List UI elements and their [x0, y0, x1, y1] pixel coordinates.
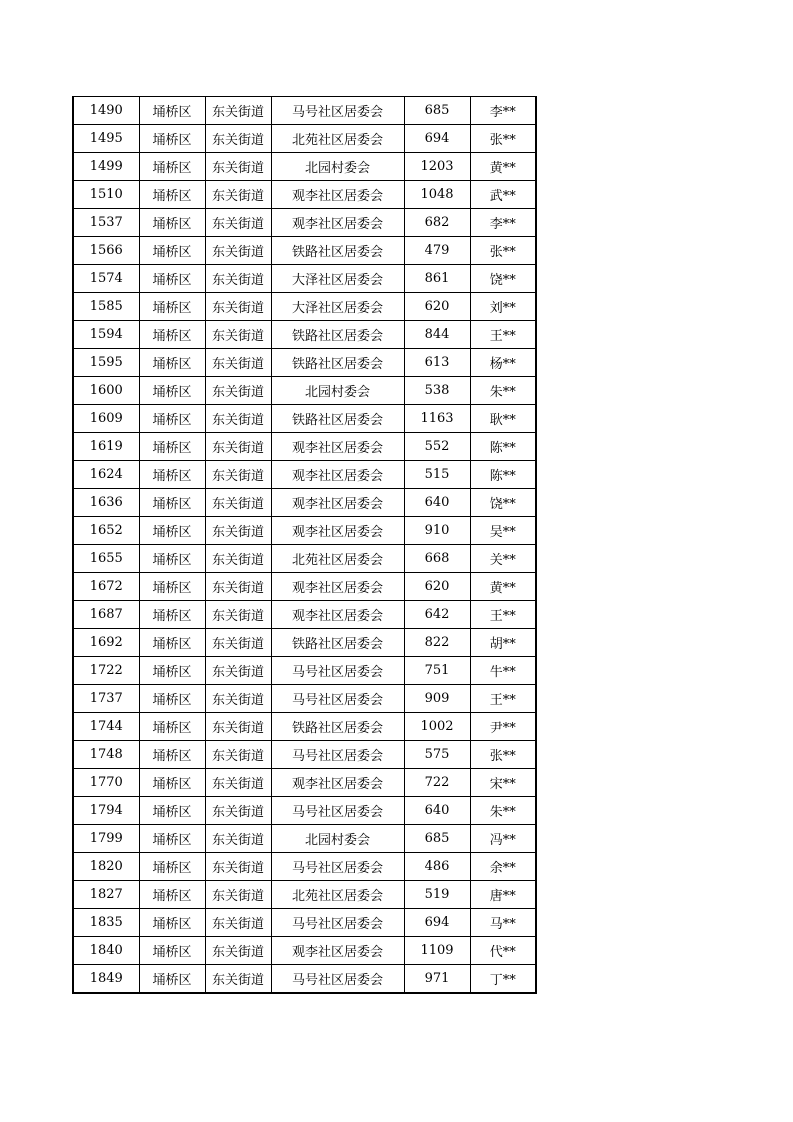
amount-cell: 685 [404, 97, 470, 125]
amount-cell: 538 [404, 377, 470, 405]
name-cell: 耿** [470, 405, 536, 433]
community-cell: 马号社区居委会 [271, 965, 404, 994]
community-cell: 铁路社区居委会 [271, 405, 404, 433]
street-cell: 东关街道 [205, 293, 271, 321]
district-cell: 埇桥区 [139, 377, 205, 405]
community-cell: 观李社区居委会 [271, 601, 404, 629]
community-cell: 马号社区居委会 [271, 657, 404, 685]
street-cell: 东关街道 [205, 937, 271, 965]
amount-cell: 909 [404, 685, 470, 713]
amount-cell: 751 [404, 657, 470, 685]
name-cell: 饶** [470, 265, 536, 293]
id-cell: 1835 [73, 909, 139, 937]
id-cell: 1692 [73, 629, 139, 657]
street-cell: 东关街道 [205, 321, 271, 349]
district-cell: 埇桥区 [139, 937, 205, 965]
table-row [73, 405, 536, 433]
table-row [73, 433, 536, 461]
id-cell: 1840 [73, 937, 139, 965]
table-row [73, 321, 536, 349]
table-row [73, 489, 536, 517]
id-cell: 1490 [73, 97, 139, 125]
id-cell: 1849 [73, 965, 139, 994]
street-cell: 东关街道 [205, 377, 271, 405]
amount-cell: 722 [404, 769, 470, 797]
district-cell: 埇桥区 [139, 237, 205, 265]
table-row [73, 825, 536, 853]
id-cell: 1574 [73, 265, 139, 293]
district-cell: 埇桥区 [139, 153, 205, 181]
district-cell: 埇桥区 [139, 685, 205, 713]
district-cell: 埇桥区 [139, 545, 205, 573]
street-cell: 东关街道 [205, 685, 271, 713]
table-row [73, 97, 536, 125]
district-cell: 埇桥区 [139, 965, 205, 994]
name-cell: 余** [470, 853, 536, 881]
community-cell: 大泽社区居委会 [271, 293, 404, 321]
id-cell: 1510 [73, 181, 139, 209]
amount-cell: 519 [404, 881, 470, 909]
table-row [73, 237, 536, 265]
table-row [73, 153, 536, 181]
district-cell: 埇桥区 [139, 573, 205, 601]
community-cell: 马号社区居委会 [271, 909, 404, 937]
street-cell: 东关街道 [205, 601, 271, 629]
district-cell: 埇桥区 [139, 881, 205, 909]
amount-cell: 1163 [404, 405, 470, 433]
name-cell: 张** [470, 125, 536, 153]
amount-cell: 620 [404, 573, 470, 601]
name-cell: 代** [470, 937, 536, 965]
id-cell: 1748 [73, 741, 139, 769]
id-cell: 1600 [73, 377, 139, 405]
street-cell: 东关街道 [205, 237, 271, 265]
table-row [73, 937, 536, 965]
community-cell: 观李社区居委会 [271, 769, 404, 797]
amount-cell: 1048 [404, 181, 470, 209]
community-cell: 马号社区居委会 [271, 853, 404, 881]
id-cell: 1624 [73, 461, 139, 489]
street-cell: 东关街道 [205, 769, 271, 797]
id-cell: 1655 [73, 545, 139, 573]
district-cell: 埇桥区 [139, 349, 205, 377]
amount-cell: 642 [404, 601, 470, 629]
district-cell: 埇桥区 [139, 517, 205, 545]
table-row [73, 853, 536, 881]
table-row [73, 657, 536, 685]
name-cell: 宋** [470, 769, 536, 797]
table-row [73, 517, 536, 545]
amount-cell: 640 [404, 489, 470, 517]
community-cell: 马号社区居委会 [271, 97, 404, 125]
name-cell: 尹** [470, 713, 536, 741]
roster-table [72, 96, 537, 994]
name-cell: 牛** [470, 657, 536, 685]
district-cell: 埇桥区 [139, 741, 205, 769]
name-cell: 陈** [470, 433, 536, 461]
district-cell: 埇桥区 [139, 433, 205, 461]
district-cell: 埇桥区 [139, 853, 205, 881]
id-cell: 1499 [73, 153, 139, 181]
district-cell: 埇桥区 [139, 209, 205, 237]
id-cell: 1820 [73, 853, 139, 881]
street-cell: 东关街道 [205, 881, 271, 909]
district-cell: 埇桥区 [139, 769, 205, 797]
name-cell: 黄** [470, 573, 536, 601]
street-cell: 东关街道 [205, 209, 271, 237]
id-cell: 1636 [73, 489, 139, 517]
street-cell: 东关街道 [205, 657, 271, 685]
id-cell: 1737 [73, 685, 139, 713]
street-cell: 东关街道 [205, 461, 271, 489]
amount-cell: 620 [404, 293, 470, 321]
community-cell: 北苑社区居委会 [271, 545, 404, 573]
district-cell: 埇桥区 [139, 293, 205, 321]
amount-cell: 552 [404, 433, 470, 461]
community-cell: 观李社区居委会 [271, 433, 404, 461]
community-cell: 铁路社区居委会 [271, 629, 404, 657]
district-cell: 埇桥区 [139, 461, 205, 489]
name-cell: 王** [470, 601, 536, 629]
community-cell: 铁路社区居委会 [271, 349, 404, 377]
id-cell: 1595 [73, 349, 139, 377]
amount-cell: 1203 [404, 153, 470, 181]
name-cell: 张** [470, 237, 536, 265]
street-cell: 东关街道 [205, 433, 271, 461]
name-cell: 李** [470, 209, 536, 237]
community-cell: 北园村委会 [271, 153, 404, 181]
name-cell: 王** [470, 685, 536, 713]
table-row [73, 881, 536, 909]
street-cell: 东关街道 [205, 517, 271, 545]
street-cell: 东关街道 [205, 545, 271, 573]
community-cell: 观李社区居委会 [271, 489, 404, 517]
street-cell: 东关街道 [205, 97, 271, 125]
id-cell: 1799 [73, 825, 139, 853]
id-cell: 1770 [73, 769, 139, 797]
community-cell: 马号社区居委会 [271, 685, 404, 713]
id-cell: 1537 [73, 209, 139, 237]
district-cell: 埇桥区 [139, 629, 205, 657]
amount-cell: 1109 [404, 937, 470, 965]
name-cell: 杨** [470, 349, 536, 377]
name-cell: 丁** [470, 965, 536, 994]
community-cell: 大泽社区居委会 [271, 265, 404, 293]
street-cell: 东关街道 [205, 405, 271, 433]
street-cell: 东关街道 [205, 965, 271, 994]
district-cell: 埇桥区 [139, 97, 205, 125]
community-cell: 铁路社区居委会 [271, 321, 404, 349]
community-cell: 观李社区居委会 [271, 937, 404, 965]
street-cell: 东关街道 [205, 349, 271, 377]
table-row [73, 769, 536, 797]
table-row [73, 181, 536, 209]
amount-cell: 1002 [404, 713, 470, 741]
roster-table-body [73, 97, 536, 994]
table-row [73, 909, 536, 937]
table-row [73, 741, 536, 769]
community-cell: 铁路社区居委会 [271, 237, 404, 265]
district-cell: 埇桥区 [139, 909, 205, 937]
amount-cell: 971 [404, 965, 470, 994]
community-cell: 观李社区居委会 [271, 181, 404, 209]
district-cell: 埇桥区 [139, 657, 205, 685]
community-cell: 马号社区居委会 [271, 797, 404, 825]
name-cell: 陈** [470, 461, 536, 489]
amount-cell: 910 [404, 517, 470, 545]
district-cell: 埇桥区 [139, 713, 205, 741]
district-cell: 埇桥区 [139, 265, 205, 293]
id-cell: 1619 [73, 433, 139, 461]
name-cell: 唐** [470, 881, 536, 909]
amount-cell: 486 [404, 853, 470, 881]
id-cell: 1722 [73, 657, 139, 685]
street-cell: 东关街道 [205, 153, 271, 181]
street-cell: 东关街道 [205, 125, 271, 153]
name-cell: 胡** [470, 629, 536, 657]
district-cell: 埇桥区 [139, 321, 205, 349]
amount-cell: 668 [404, 545, 470, 573]
id-cell: 1794 [73, 797, 139, 825]
id-cell: 1495 [73, 125, 139, 153]
street-cell: 东关街道 [205, 909, 271, 937]
amount-cell: 822 [404, 629, 470, 657]
street-cell: 东关街道 [205, 825, 271, 853]
table-row [73, 713, 536, 741]
table-row [73, 293, 536, 321]
table-row [73, 265, 536, 293]
name-cell: 刘** [470, 293, 536, 321]
street-cell: 东关街道 [205, 741, 271, 769]
amount-cell: 685 [404, 825, 470, 853]
community-cell: 北苑社区居委会 [271, 881, 404, 909]
district-cell: 埇桥区 [139, 601, 205, 629]
id-cell: 1652 [73, 517, 139, 545]
id-cell: 1609 [73, 405, 139, 433]
table-row [73, 125, 536, 153]
amount-cell: 515 [404, 461, 470, 489]
community-cell: 观李社区居委会 [271, 461, 404, 489]
name-cell: 马** [470, 909, 536, 937]
name-cell: 冯** [470, 825, 536, 853]
community-cell: 马号社区居委会 [271, 741, 404, 769]
id-cell: 1594 [73, 321, 139, 349]
id-cell: 1672 [73, 573, 139, 601]
table-row [73, 965, 536, 994]
amount-cell: 479 [404, 237, 470, 265]
street-cell: 东关街道 [205, 797, 271, 825]
name-cell: 饶** [470, 489, 536, 517]
name-cell: 张** [470, 741, 536, 769]
table-row [73, 209, 536, 237]
amount-cell: 640 [404, 797, 470, 825]
district-cell: 埇桥区 [139, 125, 205, 153]
district-cell: 埇桥区 [139, 825, 205, 853]
amount-cell: 844 [404, 321, 470, 349]
amount-cell: 682 [404, 209, 470, 237]
community-cell: 观李社区居委会 [271, 517, 404, 545]
amount-cell: 575 [404, 741, 470, 769]
id-cell: 1687 [73, 601, 139, 629]
name-cell: 武** [470, 181, 536, 209]
name-cell: 黄** [470, 153, 536, 181]
id-cell: 1566 [73, 237, 139, 265]
amount-cell: 694 [404, 909, 470, 937]
table-row [73, 573, 536, 601]
community-cell: 铁路社区居委会 [271, 713, 404, 741]
name-cell: 朱** [470, 377, 536, 405]
id-cell: 1585 [73, 293, 139, 321]
table-row [73, 797, 536, 825]
district-cell: 埇桥区 [139, 181, 205, 209]
street-cell: 东关街道 [205, 181, 271, 209]
name-cell: 吴** [470, 517, 536, 545]
street-cell: 东关街道 [205, 265, 271, 293]
street-cell: 东关街道 [205, 573, 271, 601]
table-row [73, 601, 536, 629]
street-cell: 东关街道 [205, 489, 271, 517]
street-cell: 东关街道 [205, 629, 271, 657]
name-cell: 关** [470, 545, 536, 573]
table-row [73, 685, 536, 713]
community-cell: 观李社区居委会 [271, 573, 404, 601]
name-cell: 朱** [470, 797, 536, 825]
table-row [73, 461, 536, 489]
community-cell: 北园村委会 [271, 825, 404, 853]
district-cell: 埇桥区 [139, 797, 205, 825]
amount-cell: 613 [404, 349, 470, 377]
name-cell: 李** [470, 97, 536, 125]
amount-cell: 861 [404, 265, 470, 293]
table-row [73, 349, 536, 377]
table-row [73, 545, 536, 573]
community-cell: 观李社区居委会 [271, 209, 404, 237]
community-cell: 北苑社区居委会 [271, 125, 404, 153]
table-row [73, 629, 536, 657]
table-row [73, 377, 536, 405]
name-cell: 王** [470, 321, 536, 349]
street-cell: 东关街道 [205, 713, 271, 741]
id-cell: 1744 [73, 713, 139, 741]
district-cell: 埇桥区 [139, 405, 205, 433]
street-cell: 东关街道 [205, 853, 271, 881]
id-cell: 1827 [73, 881, 139, 909]
community-cell: 北园村委会 [271, 377, 404, 405]
amount-cell: 694 [404, 125, 470, 153]
district-cell: 埇桥区 [139, 489, 205, 517]
